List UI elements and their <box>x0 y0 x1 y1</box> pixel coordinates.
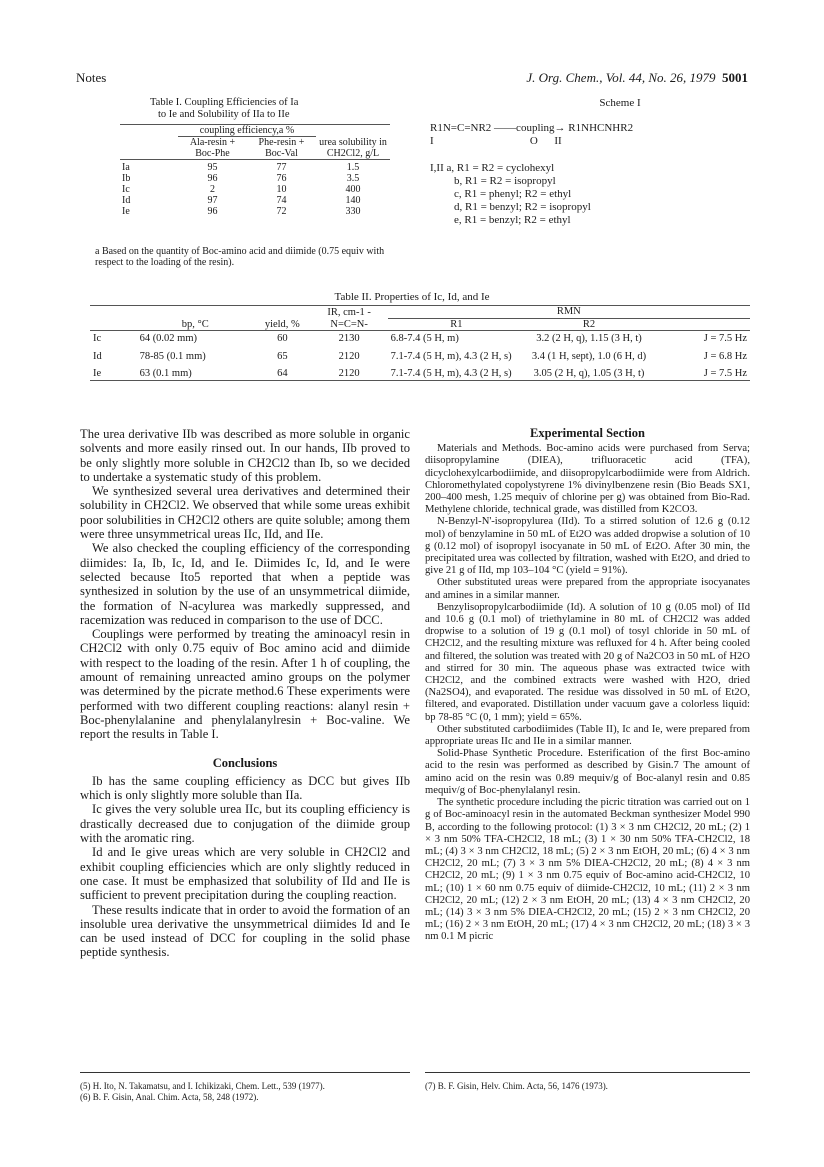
left-column <box>80 427 410 960</box>
footnote: (6) B. F. Gisin, Anal. Chim. Acta, 58, 248 (1972). <box>80 1091 259 1102</box>
table2-caption: Table II. Properties of Ic, Id, and Ie <box>334 291 490 303</box>
footnote: (7) B. F. Gisin, Helv. Chim. Acta, 56, 1476 (1973). <box>425 1081 608 1091</box>
table-row: Ib 96 76 3.5 <box>122 173 360 184</box>
paragraph: N-Benzyl-N'-isopropylurea (IId). To a stirred solution of 12.6 g (0.12 mol) of benzylamine in 50 mL of Et2O was added dropwise a solution of 10 g (0.12 mol) of isopropyl isocyanate in 50 mL of Et2O. After 30 min, the precipitated urea was collected by filtration, washed with Et2O, and dried to give 21 g of IId, mp 103–104 °C (yield = 91%). <box>425 516 750 577</box>
table-row: Ie 63 (0.1 mm) 64 2120 7.1-7.4 (5 H, m), 4.3 (2 H, s) 3.05 (2 H, q), 1.05 (3 H, t) J = 7.5 Hz <box>93 368 747 379</box>
scheme-line: e, R1 = benzyl; R2 = ethyl <box>454 214 571 226</box>
paragraph: Other substituted ureas were prepared from the appropriate isocyanates and amines in a similar manner. <box>425 577 750 601</box>
section-heading-experimental: Experimental Section <box>530 426 645 440</box>
scheme-line: b, R1 = R2 = isopropyl <box>454 175 556 187</box>
table1-col-ala: Ala-resin + Boc-Phe <box>189 137 236 159</box>
table-row: Ic 64 (0.02 mm) 60 2130 6.8-7.4 (5 H, m) 3.2 (2 H, q), 1.15 (3 H, t) J = 7.5 Hz <box>93 333 747 344</box>
table1-caption-line2: to Ie and Solubility of IIa to IIe <box>158 109 290 120</box>
table1-col-urea: urea solubility in CH2Cl2, g/L <box>319 137 387 159</box>
paragraph: Id and Ie give ureas which are very soluble in CH2Cl2 and exhibit coupling efficiencies which are only slightly reduced in one case. It must be emphasized that solubility of IId and IIe is sufficient to prevent precipitation during the coupling reaction. <box>80 845 410 903</box>
footnotes-left <box>80 1072 410 1102</box>
section-heading-conclusions: Conclusions <box>212 755 278 770</box>
table1-footnote: a Based on the quantity of Boc-amino acid and diimide (0.75 equiv with respect to the loading of the resin). <box>95 246 385 268</box>
table2-col-ir: IR, cm-1 -N=C=N- <box>327 307 371 330</box>
table2-col-yield: yield, % <box>264 318 300 330</box>
paragraph: Other substituted carbodiimides (Table II), Ic and Ie, were prepared from appropriate ureas IIc and IIe in a similar manner. <box>425 723 750 748</box>
table1 <box>120 124 390 217</box>
scheme-equation: R1N=C=NR2 ——coupling→ R1NHCNHR2 <box>430 122 634 134</box>
scheme-1 <box>430 97 750 227</box>
scheme-line: I,II a, R1 = R2 = cyclohexyl <box>430 162 555 174</box>
paragraph: The synthetic procedure including the picric titration was carried out on 1 g of Boc-aminoacyl resin in the automated Beckman synthesizer Model 990 B, according to the following protocol: (1) 3 × 3 nm CH2Cl2, 20 mL; (2) 1 × 3 nm 50% TFA-CH2Cl2, 18 mL; (3) 1 × 30 nm 50% TFA-CH2Cl2, 18 mL; (4) 3 × 3 nm CH2Cl2, 18 mL; (5) 2 × 3 nm EtOH, 20 mL; (6) 4 × 3 nm CH2Cl2, 20 mL; (7) 3 × 3 nm 5% DIEA-CH2Cl2, 20 mL; (8) 4 × 3 nm CH2Cl2, 20 mL; (9) 1 × 3 nm 0.75 equiv of Boc-amino acid-CH2Cl2, 10 mL; (10) 1 × 60 nm 0.75 equiv of diimide-CH2Cl2, 10 mL; (11) 2 × 3 nm CH2Cl2, 20 mL; (12) 2 × 3 nm EtOH, 20 mL; (13) 4 × 3 nm CH2Cl2, 20 mL; (14) 3 × 3 nm 5% DIEA-CH2Cl2, 20 mL; (15) 2 × 3 nm CH2Cl2, 20 mL; (16) 2 × 3 nm EtOH, 20 mL; (17) 4 × 3 nm CH2Cl2, 20 mL; (18) 3 × 3 nm 0.1 M picric <box>425 797 750 943</box>
table-row: Id 97 74 140 <box>122 195 361 206</box>
table1-col-phe: Phe-resin + Boc-Val <box>258 137 305 159</box>
paragraph: Couplings were performed by treating the aminoacyl resin in CH2Cl2 with only 0.75 equiv of Boc amino acid and diimide with respect to the loading of the resin. After 1 h of coupling, the amount of remaining unreacted amino groups on the polymer was determined by the picrate method.6 These experiments were performed with two different coupling reactions: alanyl resin + Boc-phenylalanine and phenylalanylresin + Boc-valine. We report the results in Table I. <box>80 627 410 742</box>
footnotes-right <box>425 1072 750 1092</box>
right-column <box>425 427 750 944</box>
paragraph: These results indicate that in order to avoid the formation of an insoluble urea derivative the unsymmetrical diimides Id and Ie can be used instead of DCC for coupling in the solid phase peptide synthesis. <box>80 902 410 960</box>
footnote: (5) H. Ito, N. Takamatsu, and I. Ichikizaki, Chem. Lett., 539 (1977). <box>80 1081 325 1091</box>
journal-citation: J. Org. Chem., Vol. 44, No. 26, 1979 <box>526 70 716 85</box>
running-head-left: Notes <box>76 70 107 85</box>
table2-col-rmn: RMN <box>388 306 750 319</box>
table-row: Ia 95 77 1.5 <box>122 162 360 173</box>
scheme-title: Scheme I <box>599 97 641 109</box>
table2-col-r2: R2 <box>582 318 596 330</box>
table2 <box>90 305 750 381</box>
table2-col-r1: R1 <box>450 318 463 330</box>
table1-caption <box>150 97 380 121</box>
paragraph: The urea derivative IIb was described as more soluble in organic solvents and more easily rinsed out. In our hands, IIb proved to be only slightly more soluble in CH2Cl2 than Ib, so we decided to undertake a systematic study of this problem. <box>80 427 410 484</box>
scheme-labels: I O II <box>430 135 562 147</box>
running-head-right <box>526 70 748 86</box>
paragraph: Materials and Methods. Boc-amino acids were purchased from Serva; diisopropylamine (DIEA), trifluoracetic acid (TFA), dicyclohexylcarbodiimide, and diisopropylcarbodiimide were from Aldrich. Chloromethylated copolystyrene 1% divinylbenzene resin (Bio Beads SX1, 200–400 mesh, 1.25 mequiv of chlorine per g) was obtained from Bio-Rad. Methylene chloride, technical grade, was distilled from K2CO3. <box>425 443 750 516</box>
paragraph: Benzylisopropylcarbodiimide (Id). A solution of 10 g (0.05 mol) of IId and 10.6 g (0.1 mol) of triethylamine in 80 mL of CH2Cl2 was added dropwise to a solution of 19 g (0.1 mol) of tosyl chloride in 50 mL of CH2Cl2, and the resulting mixture was refluxed for 4 h. After being cooled and filtered, the solution was treated with 20 g of Na2CO3 in 50 mL of H2O and stirred for 30 min. The aqueous phase was extracted twice with CH2Cl2, and the combined extracts were washed with H2O, dried (Na2SO4), and evaporated. The residue was dissolved in 50 mL of Et2O, filtered, and evaporated. Distillation under vacuum gave a colorless liquid: bp 78-85 °C (0, 1 mm); yield = 65%. <box>425 601 750 723</box>
paragraph: We synthesized several urea derivatives and determined their solubility in CH2Cl2. We observed that while some ureas exhibit poor solubilities in CH2Cl2 others are quite soluble; among them were three unsymmetrical ureas IIc, IId, and IIe. <box>80 484 410 542</box>
table1-group-header: coupling efficiency,a % <box>178 125 316 137</box>
table2-col-bp: bp, °C <box>181 318 209 330</box>
paragraph: Ib has the same coupling efficiency as DCC but gives IIb which is only slightly more soluble than IIa. <box>80 773 410 803</box>
paragraph: We also checked the coupling efficiency of the corresponding diimides: Ia, Ib, Ic, Id, and Ie. Diimides Ic, Id, and Ie were selected because Ito5 reported that when a peptide was synthesized in solution by the use of an unsymmetrical diimide, the formation of N-acylurea was markedly suppressed, and racemization was reduced in comparison to the use of DCC. <box>80 541 410 627</box>
table1-body <box>120 162 390 217</box>
table-row: Id 78-85 (0.1 mm) 65 2120 7.1-7.4 (5 H, m), 4.3 (2 H, s) 3.4 (1 H, sept), 1.0 (6 H, d) J = 6.8 Hz <box>93 350 747 362</box>
page-number: 5001 <box>722 70 748 85</box>
table-row: Ie 96 72 330 <box>122 206 361 217</box>
scheme-substituents <box>430 162 750 227</box>
table1-caption-line1: Table I. Coupling Efficiencies of Ia <box>150 97 299 108</box>
scheme-line: d, R1 = benzyl; R2 = isopropyl <box>454 201 591 213</box>
table-row: Ic 2 10 400 <box>122 184 361 195</box>
scheme-line: c, R1 = phenyl; R2 = ethyl <box>454 188 572 200</box>
paragraph: Solid-Phase Synthetic Procedure. Esterification of the first Boc-amino acid to the resin was performed as described by Gisin.7 The amount of amino acid on the resin was 0.89 mequiv/g of Boc-alanyl resin and 0.85 mequiv/g of Boc-phenylalanyl resin. <box>425 748 750 796</box>
paragraph: Ic gives the very soluble urea IIc, but its coupling efficiency is drastically decreased due to conjugation of the diimide group with the aromatic ring. <box>80 802 410 846</box>
